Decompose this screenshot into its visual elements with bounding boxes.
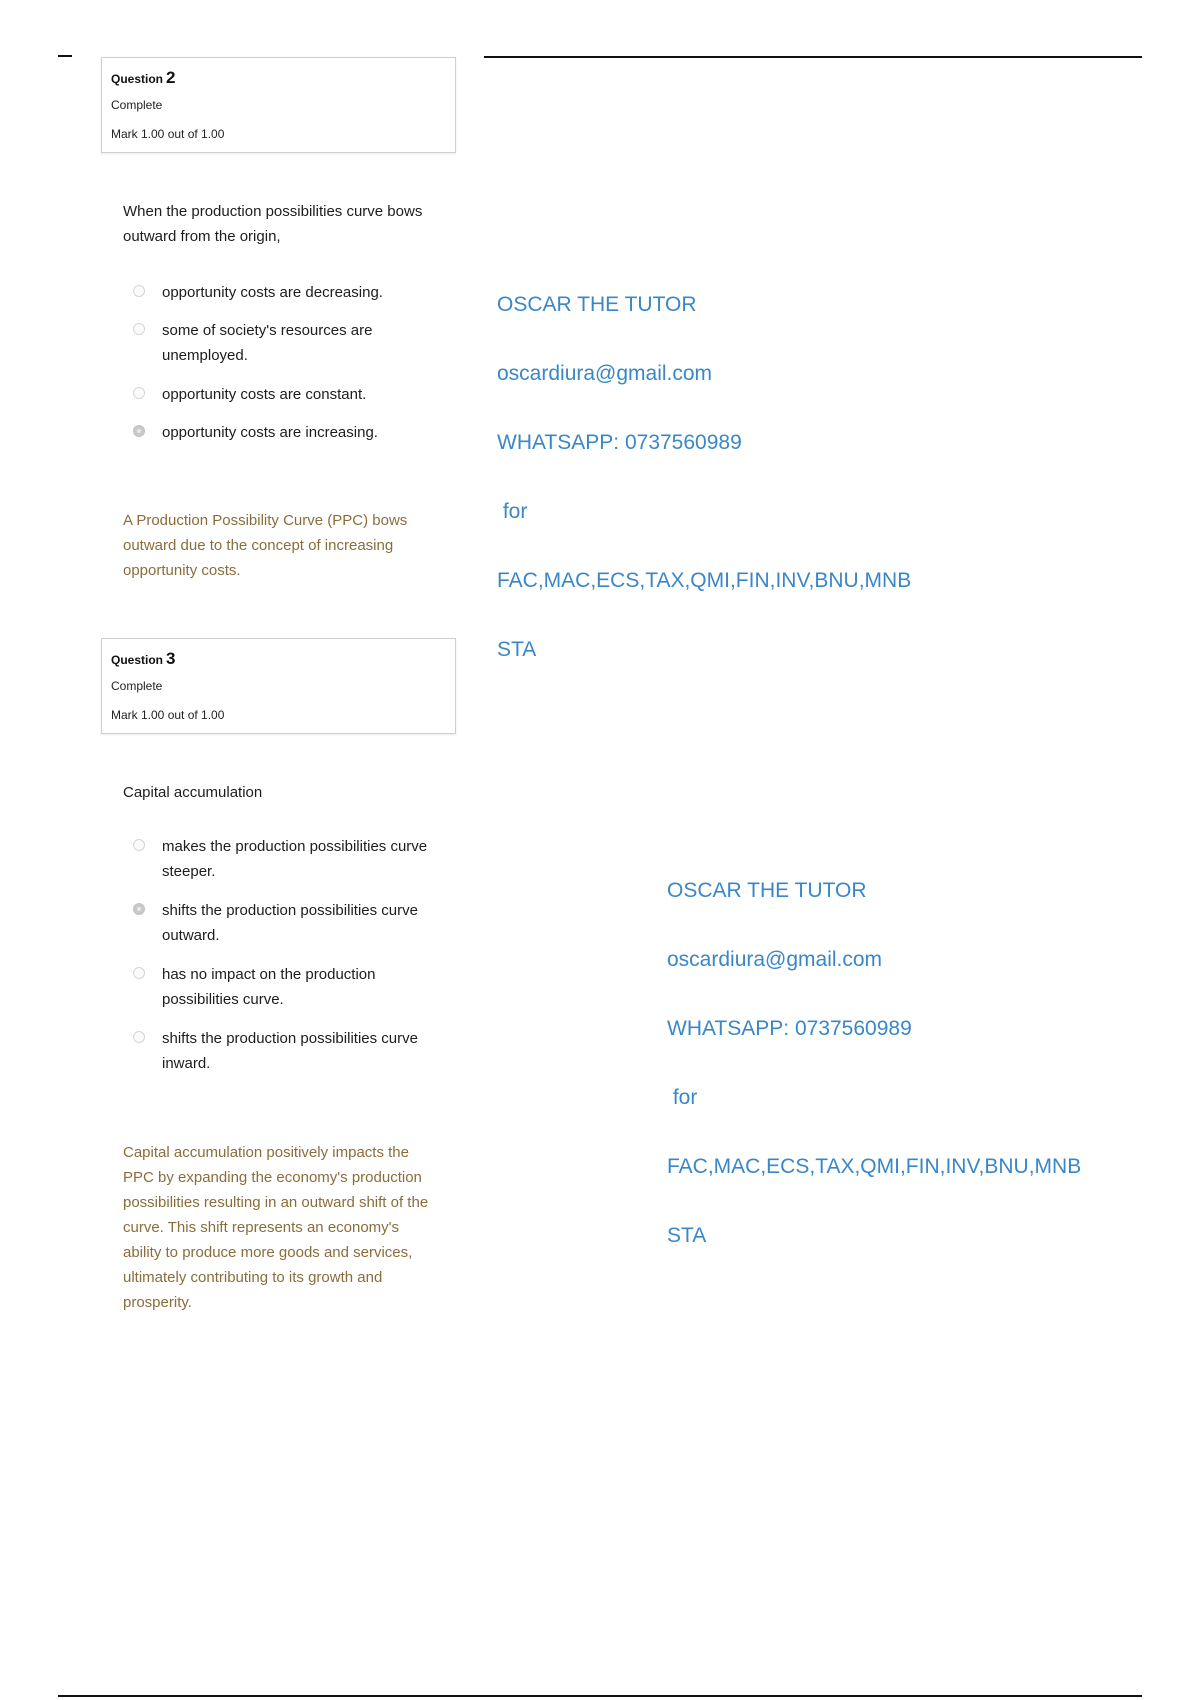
option-label: opportunity costs are decreasing.	[162, 284, 383, 301]
tutor-name: OSCAR THE TUTOR	[667, 879, 867, 902]
tutor-name: OSCAR THE TUTOR	[497, 293, 697, 316]
radio-button[interactable]	[133, 1031, 145, 1043]
question-2-grade: Mark 1.00 out of 1.00	[111, 127, 225, 141]
radio-button[interactable]	[133, 387, 145, 399]
question-2-feedback: A Production Possibility Curve (PPC) bows outward due to the concept of increasing opportunity costs.	[123, 512, 408, 579]
question-2-info-box	[101, 57, 456, 153]
page-rule-short	[58, 55, 72, 57]
tutor-contact-watermark-2	[667, 833, 1081, 1270]
tutor-subjects: FAC,MAC,ECS,TAX,QMI,FIN,INV,BNU,MNB	[497, 569, 912, 592]
radio-button[interactable]	[133, 967, 145, 979]
option-label: shifts the production possibilities curve inward.	[162, 1030, 418, 1072]
question-2-number	[111, 68, 175, 88]
question-3-number	[111, 649, 175, 669]
tutor-whatsapp: WHATSAPP: 0737560989	[667, 1017, 912, 1040]
question-label: Question	[111, 653, 164, 667]
tutor-whatsapp: WHATSAPP: 0737560989	[497, 431, 742, 454]
radio-button[interactable]	[133, 323, 145, 335]
tutor-email: oscardiura@gmail.com	[667, 948, 883, 971]
option-label: some of society's resources are unemployed.	[162, 322, 373, 364]
tutor-subjects-line-2: STA	[667, 1224, 707, 1247]
page-rule-bottom	[58, 1695, 1142, 1697]
radio-button[interactable]	[133, 285, 145, 297]
option-label: makes the production possibilities curve steeper.	[162, 838, 428, 880]
option-label: has no impact on the production possibilities curve.	[162, 966, 376, 1008]
radio-button[interactable]	[133, 839, 145, 851]
tutor-subjects: FAC,MAC,ECS,TAX,QMI,FIN,INV,BNU,MNB	[667, 1155, 1082, 1178]
question-3-text: Capital accumulation	[123, 784, 263, 801]
question-3-info-box	[101, 638, 456, 734]
question-3-grade: Mark 1.00 out of 1.00	[111, 708, 225, 722]
question-2-state: Complete	[111, 98, 163, 112]
question-number: 2	[166, 68, 176, 87]
radio-button-selected[interactable]	[133, 903, 145, 915]
question-3-feedback: Capital accumulation positively impacts the PPC by expanding the economy's production possibilities resulting in an outward shift of the curve. This shift represents an economy's ability to produce more goods and services, ultimately contributing to its growth and prosperity.	[123, 1144, 429, 1311]
tutor-subjects-line-2: STA	[497, 638, 537, 661]
question-3-state: Complete	[111, 679, 163, 693]
radio-button-selected[interactable]	[133, 425, 145, 437]
option-label: shifts the production possibilities curve outward.	[162, 902, 418, 944]
tutor-email: oscardiura@gmail.com	[497, 362, 713, 385]
question-2-text: When the production possibilities curve bows outward from the origin,	[123, 203, 423, 245]
question-number: 3	[166, 649, 176, 668]
page-rule-top	[484, 56, 1142, 58]
question-label: Question	[111, 72, 164, 86]
option-label: opportunity costs are increasing.	[162, 424, 378, 441]
tutor-for-label: for	[497, 500, 528, 523]
tutor-contact-watermark-1	[497, 247, 911, 684]
option-label: opportunity costs are constant.	[162, 386, 367, 403]
tutor-for-label: for	[667, 1086, 698, 1109]
